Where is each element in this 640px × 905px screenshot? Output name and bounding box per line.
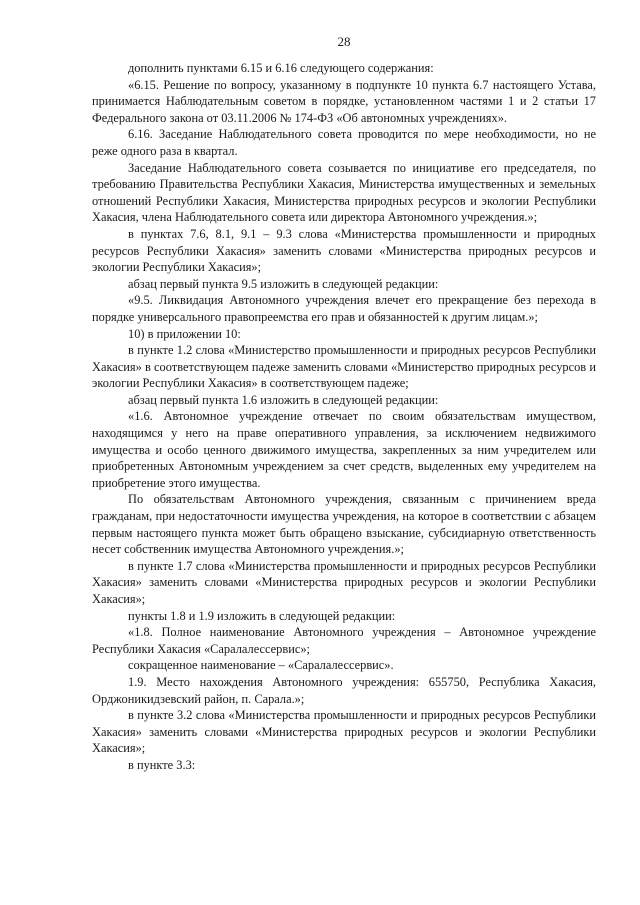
paragraph: в пункте 1.2 слова «Министерство промышленности и природных ресурсов Республики Хакасия» в соответствующем падеже заменить словами «Министерство природных ресурсов и экологии Республики Хакасия» в соответствующем падеже; — [92, 343, 596, 391]
paragraph: 1.9. Место нахождения Автономного учреждения: 655750, Республика Хакасия, Орджоникидзевский район, п. Сарала.»; — [92, 674, 596, 706]
paragraph: в пункте 3.3: — [128, 757, 196, 772]
paragraph: абзац первый пункта 9.5 изложить в следующей редакции: — [128, 276, 439, 291]
paragraph: «9.5. Ликвидация Автономного учреждения влечет его прекращение без перехода в порядке универсального правопреемства его прав и обязанностей к другим лицам.»; — [92, 293, 596, 324]
paragraph: 10) в приложении 10: — [128, 326, 241, 341]
document-body — [92, 60, 596, 774]
paragraph: сокращенное наименование – «Саралалессервис». — [128, 658, 394, 673]
page-number: 28 — [337, 34, 351, 49]
paragraph: По обязательствам Автономного учреждения, связанным с причинением вреда гражданам, при недостаточности имущества учреждения, на которое в соответствии с абзацем первым настоящего пункта может быть обращено взыскание, субсидиарную ответственность несет собственник имущества Автономного учреждения.»; — [92, 492, 596, 557]
paragraph: «6.15. Решение по вопросу, указанному в подпункте 10 пункта 6.7 настоящего Устава, принимается Наблюдательным советом в порядке, установленном частями 1 и 2 статьи 17 Федерального закона от 03.11.2006 № 174-ФЗ «Об автономных учреждениях». — [92, 77, 596, 125]
paragraph: Заседание Наблюдательного совета созывается по инициативе его председателя, по требованию Правительства Республики Хакасия, Министерства имущественных и земельных отношений Республики Хакасия, Министерства природных ресурсов и экологии Республики Хакасия, члена Наблюдательного совета или директора Автономного учреждения.»; — [92, 160, 596, 225]
paragraph: дополнить пунктами 6.15 и 6.16 следующего содержания: — [128, 61, 434, 75]
paragraph: «1.6. Автономное учреждение отвечает по своим обязательствам имуществом, находящимся у него на праве оперативного управления, за исключением недвижимого имущества и особо ценного движимого имущества, закрепленных за ним учредителем или приобретенных Автономным учреждением за счет средств, выделенных ему учредителем на приобретение этого имущества. — [92, 409, 596, 490]
paragraph: в пунктах 7.6, 8.1, 9.1 – 9.3 слова «Министерства промышленности и природных ресурсов Республики Хакасия» заменить словами «Министерства природных ресурсов и экологии Республики Хакасия»; — [92, 226, 596, 275]
paragraph: «1.8. Полное наименование Автономного учреждения – Автономное учреждение Республики Хакасия «Саралалессервис»; — [92, 625, 596, 656]
paragraph: 6.16. Заседание Наблюдательного совета проводится по мере необходимости, но не реже одного раза в квартал. — [92, 127, 596, 158]
paragraph: в пункте 1.7 слова «Министерства промышленности и природных ресурсов Республики Хакасия» заменить словами «Министерства природных ресурсов и экологии Республики Хакасия»; — [92, 558, 596, 606]
paragraph: в пункте 3.2 слова «Министерства промышленности и природных ресурсов Республики Хакасия» заменить словами «Министерства природных ресурсов и экологии Республики Хакасия»; — [92, 708, 596, 756]
paragraph: абзац первый пункта 1.6 изложить в следующей редакции: — [128, 392, 439, 407]
paragraph: пункты 1.8 и 1.9 изложить в следующей редакции: — [128, 608, 396, 623]
